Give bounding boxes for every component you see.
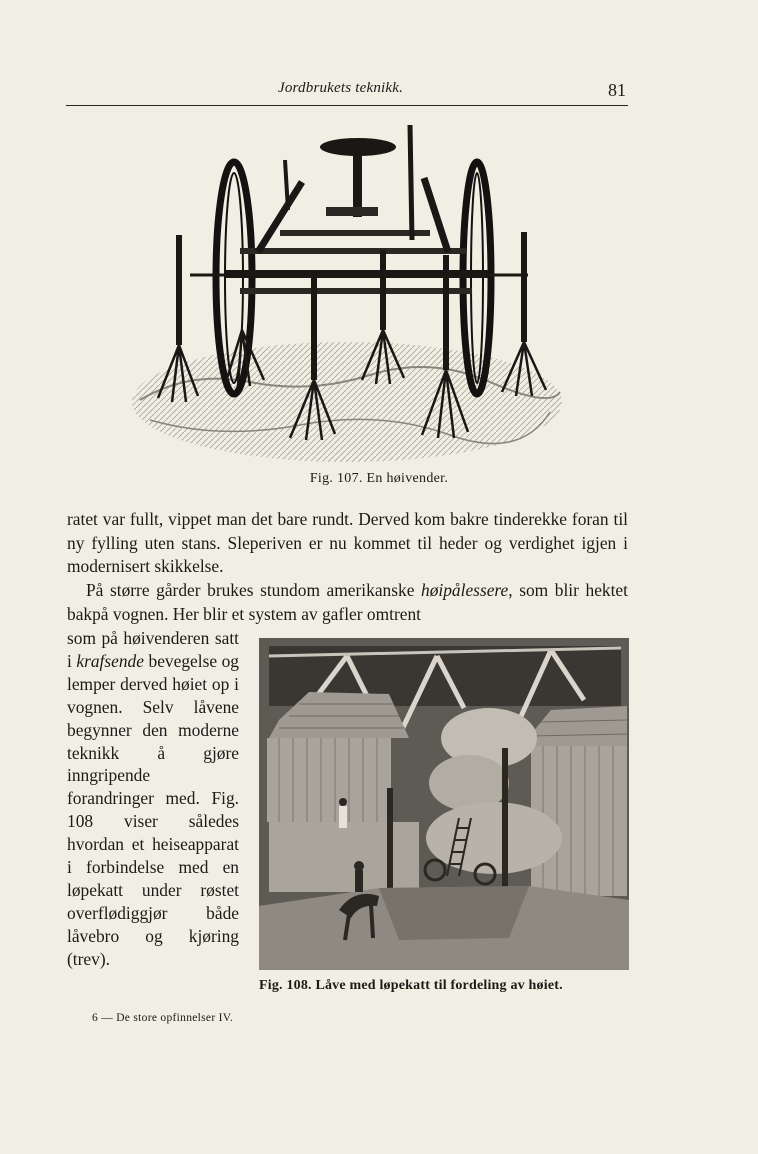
paragraph-2-end: som blir hektet bakpå vognen. Her blir et system av gafler omtrent	[67, 580, 628, 624]
wrapped-text-column	[67, 627, 239, 971]
column-italic: krafsende	[76, 650, 144, 671]
barn-hay-trolley-illustration	[259, 638, 629, 970]
paragraph-1: ratet var fullt, vippet man det bare rundt. Derved kom bakre tinderekke foran til ny fylling uten stans. Sleperiven er nu kommet til heder og verdighet igjen i modernisert skikkelse.	[67, 509, 628, 577]
paragraph-2-italic: høipålessere,	[421, 580, 513, 601]
printer-signature: 6 — De store opfinnelser IV.	[92, 1012, 234, 1024]
hay-tedder-illustration	[130, 120, 564, 462]
body-text	[67, 508, 628, 627]
header-rule	[66, 105, 628, 106]
running-title: Jordbrukets teknikk.	[278, 80, 404, 96]
page-number: 81	[608, 80, 626, 100]
wrapped-paragraph	[67, 627, 239, 971]
column-end: bevegelse og lemper derved høiet op i vognen. Selv låvene begynner den moderne teknikk å gjøre inngripende forandringer med. Fig. 108 viser således hvordan et heiseapparat i forbindelse med en løpekatt under røstet overflødiggjør både låvebro og kjøring (trev).	[67, 650, 239, 969]
figure-107-caption: Fig. 107. En høivender.	[309, 471, 449, 486]
column-start: som på høivenderen satt i	[67, 628, 239, 671]
figure-108-caption: Fig. 108. Låve med løpekatt til fordeling av høiet.	[259, 978, 563, 993]
paragraph-2-start: På større gårder brukes stundom amerikanske	[86, 580, 422, 601]
paragraph-2	[67, 579, 628, 626]
